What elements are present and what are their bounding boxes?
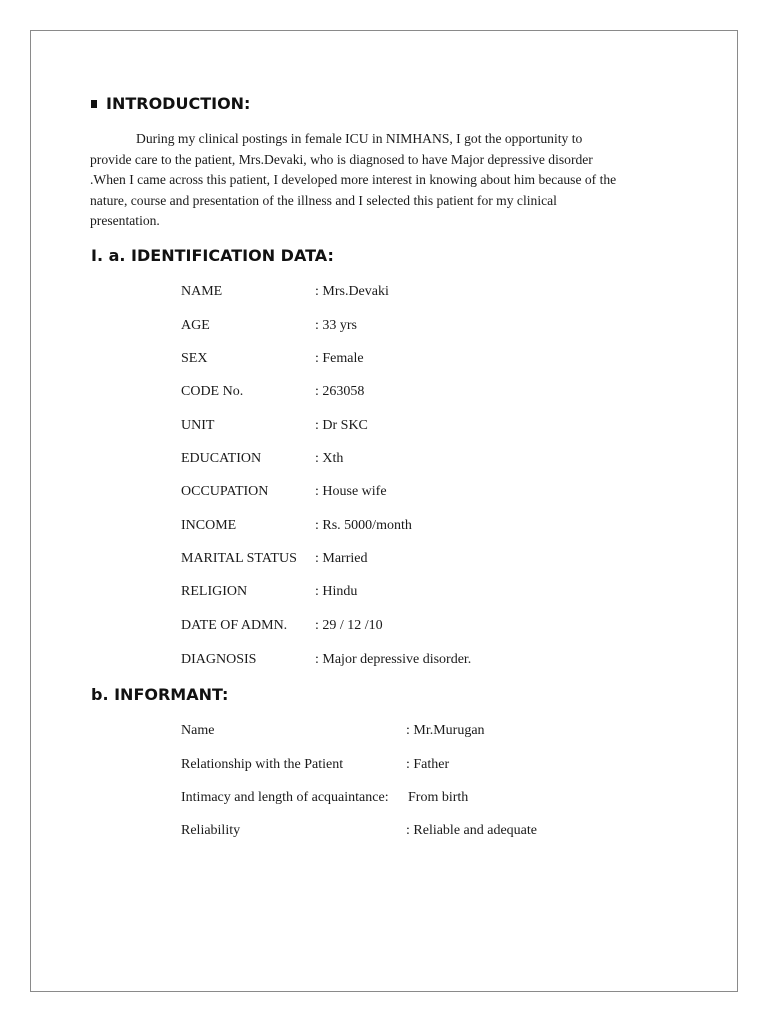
id-label: MARITAL STATUS	[181, 551, 297, 566]
id-value: : 29 / 12 /10	[315, 618, 383, 633]
informant-value: : Reliable and adequate	[406, 823, 537, 838]
informant-value: : Mr.Murugan	[406, 723, 485, 738]
id-label: EDUCATION	[181, 451, 262, 466]
id-label: DATE OF ADMN.	[181, 618, 288, 633]
introduction-heading	[91, 94, 250, 113]
id-value: : House wife	[315, 484, 387, 499]
introduction-heading-text: INTRODUCTION:	[106, 94, 251, 113]
intro-line-5: presentation.	[90, 213, 160, 229]
id-label: CODE No.	[181, 384, 244, 399]
introduction-paragraph	[90, 129, 680, 232]
id-value: : Married	[315, 551, 368, 566]
square-bullet-icon	[91, 100, 97, 108]
id-value: : Mrs.Devaki	[315, 284, 389, 299]
id-label: DIAGNOSIS	[181, 652, 257, 667]
id-value: : Xth	[315, 451, 344, 466]
identification-heading: I. a. IDENTIFICATION DATA:	[91, 246, 334, 265]
informant-label: Relationship with the Patient	[181, 757, 344, 772]
id-value: : Dr SKC	[315, 418, 368, 433]
intro-line-1: During my clinical postings in female ICU in NIMHANS, I got the opportunity to	[136, 131, 583, 146]
id-label: INCOME	[181, 518, 237, 533]
informant-label: Name	[181, 723, 215, 738]
id-label: UNIT	[181, 418, 215, 433]
intro-line-4: nature, course and presentation of the illness and I selected this patient for my clinical	[90, 192, 557, 208]
id-label: NAME	[181, 284, 223, 299]
intro-line-2: provide care to the patient, Mrs.Devaki, who is diagnosed to have Major depressive disorder	[90, 151, 593, 167]
id-label: AGE	[181, 318, 210, 333]
informant-value: : Father	[406, 757, 450, 772]
informant-value: From birth	[408, 790, 469, 805]
id-value: : Major depressive disorder.	[315, 652, 472, 667]
id-label: OCCUPATION	[181, 484, 269, 499]
id-label: SEX	[181, 351, 208, 366]
id-value: : Female	[315, 351, 364, 366]
informant-heading: b. INFORMANT:	[91, 685, 229, 704]
id-label: RELIGION	[181, 584, 248, 599]
informant-label: Intimacy and length of acquaintance:	[181, 790, 389, 805]
id-value: : 33 yrs	[315, 318, 357, 333]
id-value: : 263058	[315, 384, 365, 399]
intro-line-3: .When I came across this patient, I developed more interest in knowing about him because of the	[90, 172, 617, 188]
id-value: : Hindu	[315, 584, 358, 599]
informant-label: Reliability	[181, 823, 241, 838]
id-value: : Rs. 5000/month	[315, 518, 412, 533]
